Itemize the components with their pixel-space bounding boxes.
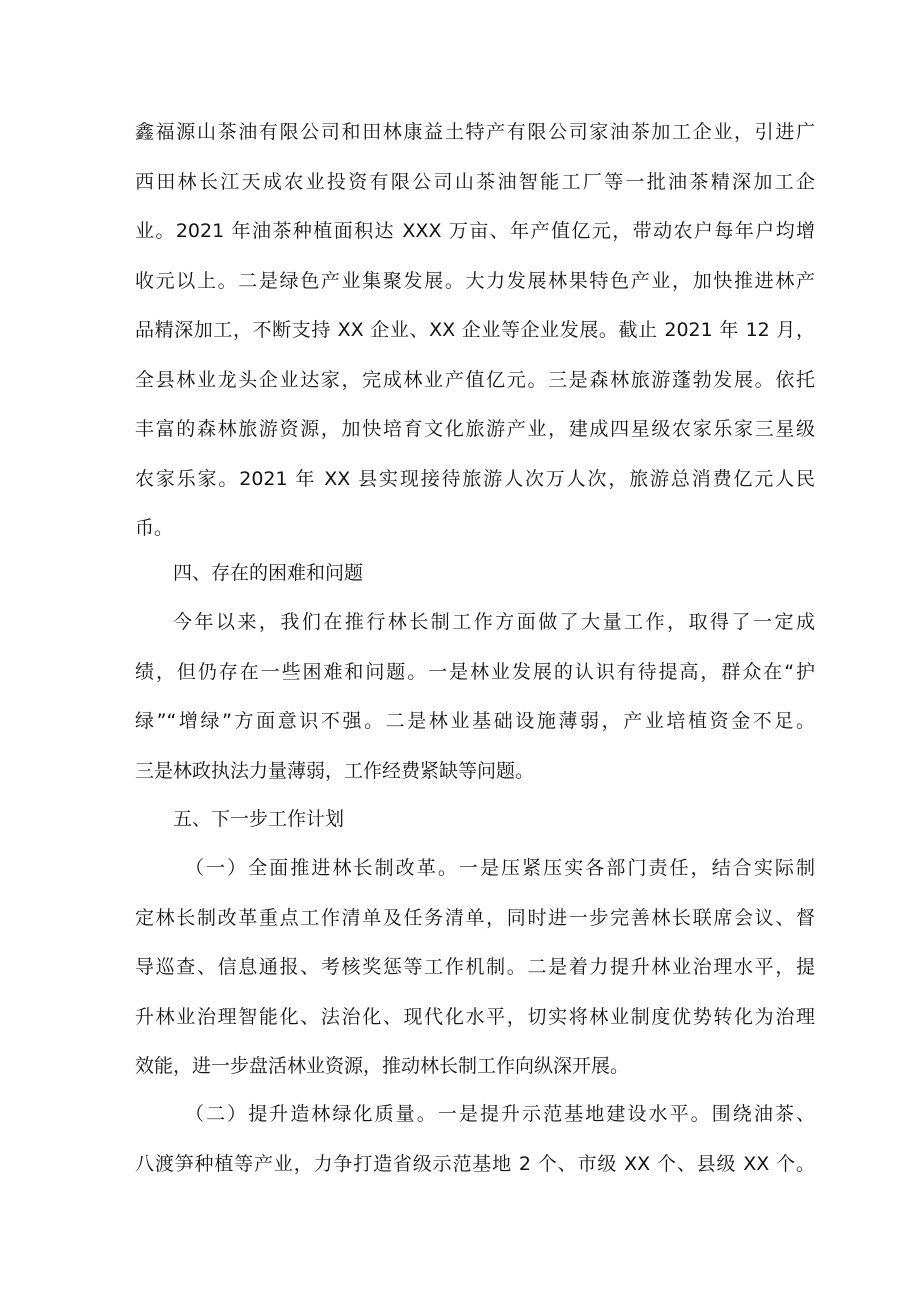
text-line: 升林业治理智能化、法治化、现代化水平，切实将林业制度优势转化为治理 <box>135 1005 815 1028</box>
text-line: 导巡查、信息通报、考核奖惩等工作机制。二是着力提升林业治理水平，提 <box>135 956 815 978</box>
text-line: 三是林政执法力量薄弱，工作经费紧缺等问题。 <box>135 759 535 782</box>
heading-text: 五、下一步工作计划 <box>173 808 345 830</box>
paragraph-industry-development <box>135 108 815 554</box>
heading-text: 四、存在的困难和问题 <box>173 562 364 584</box>
text-line: 币。 <box>135 517 174 539</box>
text-line: 效能，进一步盘活林业资源，推动林长制工作向纵深开展。 <box>135 1055 630 1077</box>
text-line: （二）提升造林绿化质量。一是提升示范基地建设水平。围绕油茶、 <box>185 1103 815 1125</box>
text-line: 全县林业龙头企业达家，完成林业产值亿元。三是森林旅游蓬勃发展。依托 <box>135 368 815 391</box>
text-line: 鑫福源山茶油有限公司和田林康益土特产有限公司家油茶加工企业，引进广 <box>135 121 815 143</box>
text-line: 业。2021 年油茶种植面积达 XXX 万亩、年产值亿元，带动农户每年户均增 <box>135 220 815 242</box>
text-line: 丰富的森林旅游资源，加快培育文化旅游产业，建成四星级农家乐家三星级 <box>135 418 815 440</box>
section-heading-difficulties <box>135 549 815 599</box>
text-line: 品精深加工，不断支持 XX 企业、XX 企业等企业发展。截止 2021 年 12 月， <box>135 319 815 341</box>
text-line: 农家乐家。2021 年 XX 县实现接待旅游人次万人次，旅游总消费亿元人民 <box>135 467 815 490</box>
text-line: 绿”“增绿”方面意识不强。二是林业基础设施薄弱，产业培植资金不足。 <box>135 710 815 732</box>
paragraph-reform <box>135 844 815 1092</box>
paragraph-difficulties <box>135 598 815 796</box>
text-line: 今年以来，我们在推行林长制工作方面做了大量工作，取得了一定成 <box>173 611 815 633</box>
paragraph-afforestation <box>135 1090 815 1189</box>
text-line: 定林长制改革重点工作清单及任务清单，同时进一步完善林长联席会议、督 <box>135 906 815 929</box>
text-line: 西田林长江天成农业投资有限公司山茶油智能工厂等一批油茶精深加工企 <box>135 170 815 193</box>
text-line: （一）全面推进林长制改革。一是压紧压实各部门责任，结合实际制 <box>185 857 815 879</box>
text-line: 绩，但仍存在一些困难和问题。一是林业发展的认识有待提高，群众在“护 <box>135 660 815 683</box>
section-heading-next-steps <box>135 795 815 845</box>
text-line: 八渡笋种植等产业，力争打造省级示范基地 2 个、市级 XX 个、县级 XX 个。 <box>135 1152 815 1175</box>
text-line: 收元以上。二是绿色产业集聚发展。大力发展林果特色产业，加快推进林产 <box>135 269 815 292</box>
